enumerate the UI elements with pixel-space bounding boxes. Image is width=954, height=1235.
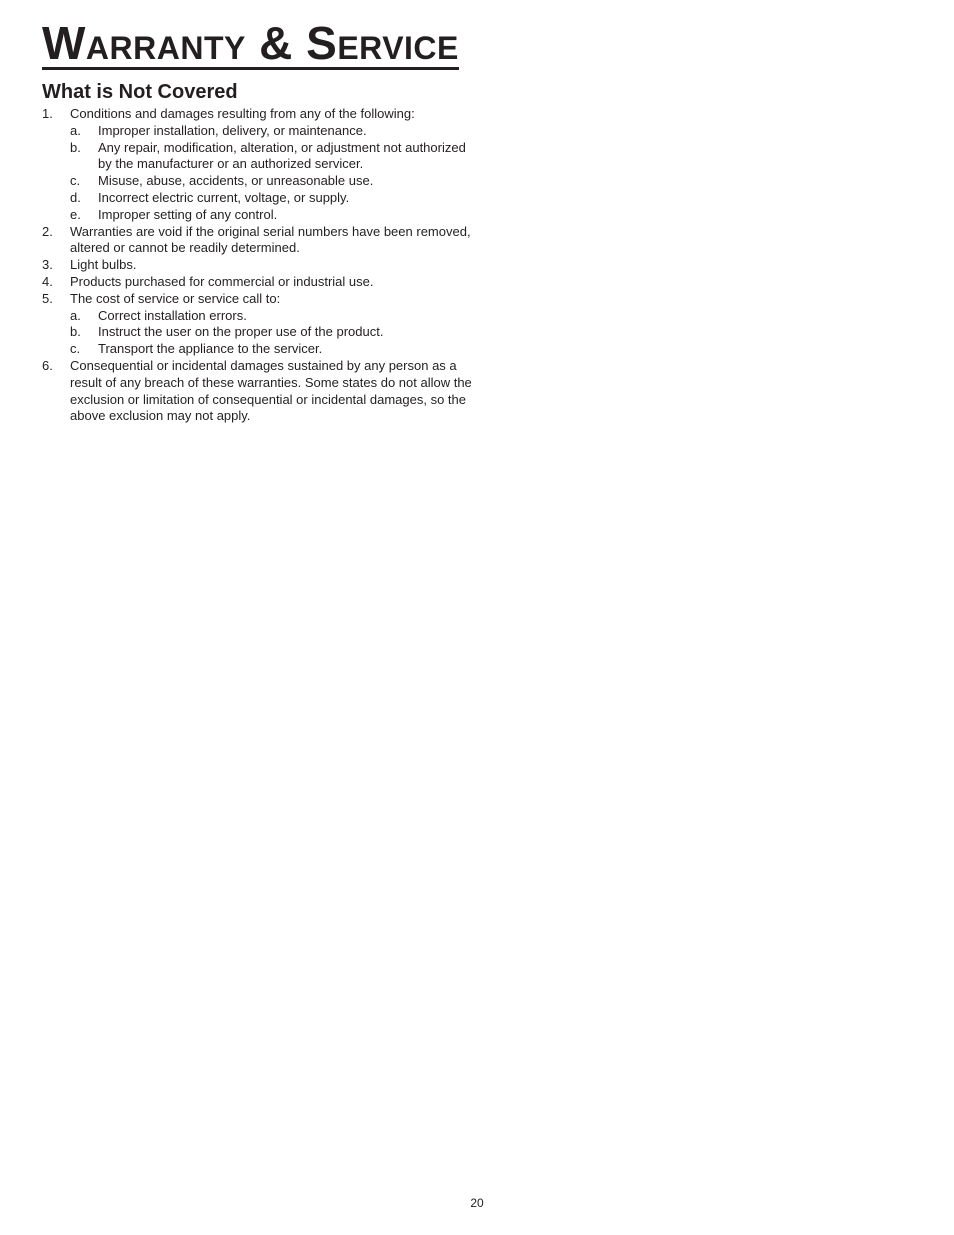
item-text: Products purchased for commercial or industrial use. bbox=[70, 273, 374, 289]
sub-list-item bbox=[70, 207, 472, 224]
section-heading: What is Not Covered bbox=[42, 81, 238, 103]
item-number: 5. bbox=[42, 290, 53, 306]
item-text: The cost of service or service call to: bbox=[70, 290, 281, 306]
not-covered-section bbox=[42, 80, 472, 425]
sub-item-text: Correct installation errors. bbox=[98, 307, 247, 323]
sub-list-item bbox=[70, 308, 472, 325]
sub-item-letter: d. bbox=[70, 189, 81, 205]
list-item bbox=[42, 106, 472, 224]
sub-item-letter: c. bbox=[70, 173, 81, 189]
sub-item-letter: a. bbox=[70, 122, 81, 138]
sub-list-item bbox=[70, 341, 472, 358]
item-text: Light bulbs. bbox=[70, 257, 137, 273]
sub-list bbox=[70, 308, 472, 358]
sub-item-text: Misuse, abuse, accidents, or unreasonable use. bbox=[98, 173, 374, 189]
item-text: Consequential or incidental damages sustained by any person as a result of any breach of these warranties. Some states do not allow the exclusion or limitation of consequential or incidental damages, so the above exclusion may not apply. bbox=[70, 357, 472, 424]
item-number: 2. bbox=[42, 223, 53, 239]
sub-item-text: Instruct the user on the proper use of the product. bbox=[98, 324, 384, 340]
sub-list bbox=[70, 123, 472, 224]
sub-item-text: Incorrect electric current, voltage, or supply. bbox=[98, 189, 350, 205]
list-item bbox=[42, 358, 472, 425]
sub-item-letter: e. bbox=[70, 206, 81, 222]
sub-item-letter: b. bbox=[70, 139, 81, 155]
sub-list-item bbox=[70, 140, 472, 174]
list-item bbox=[42, 224, 472, 258]
sub-item-text: Improper setting of any control. bbox=[98, 206, 278, 222]
sub-list-item bbox=[70, 123, 472, 140]
sub-item-text: Improper installation, delivery, or maintenance. bbox=[98, 122, 367, 138]
item-text: Conditions and damages resulting from any of the following: bbox=[70, 106, 415, 121]
item-number: 4. bbox=[42, 273, 53, 289]
page-number: 20 bbox=[470, 1196, 484, 1210]
list-item bbox=[42, 291, 472, 358]
sub-item-text: Transport the appliance to the servicer. bbox=[98, 341, 323, 357]
item-number: 1. bbox=[42, 106, 53, 121]
exclusions-list bbox=[42, 106, 472, 425]
sub-item-letter: c. bbox=[70, 341, 81, 357]
item-number: 6. bbox=[42, 357, 53, 373]
sub-list-item bbox=[70, 324, 472, 341]
sub-item-letter: a. bbox=[70, 307, 81, 323]
page-title: Warranty & Service bbox=[42, 17, 459, 69]
sub-list-item bbox=[70, 190, 472, 207]
item-number: 3. bbox=[42, 257, 53, 273]
sub-item-letter: b. bbox=[70, 324, 81, 340]
sub-list-item bbox=[70, 173, 472, 190]
list-item bbox=[42, 274, 472, 291]
list-item bbox=[42, 257, 472, 274]
item-text: Warranties are void if the original serial numbers have been removed, altered or cannot be readily determined. bbox=[70, 223, 471, 256]
sub-item-text: Any repair, modification, alteration, or adjustment not authorized by the manufacturer or an authorized servicer. bbox=[98, 139, 466, 172]
